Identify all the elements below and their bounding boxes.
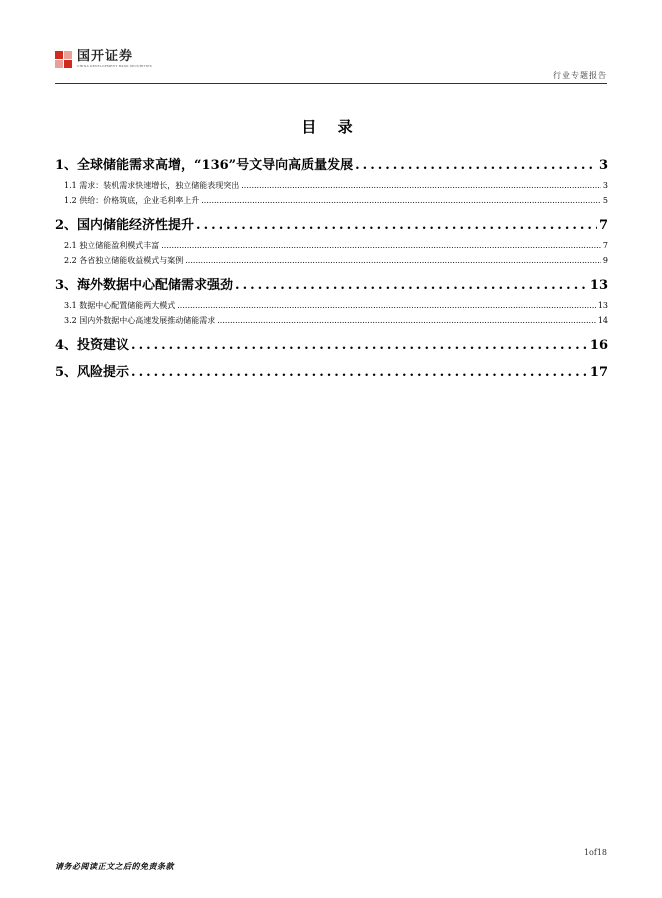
toc-leader <box>241 181 601 190</box>
toc-leader <box>131 365 588 380</box>
toc-page-number: 3 <box>598 158 608 173</box>
toc-page-number: 17 <box>589 365 608 380</box>
toc-leader <box>177 301 596 310</box>
toc-section-1[interactable] <box>55 154 608 173</box>
toc-page-number: 3 <box>602 181 608 190</box>
header-divider <box>55 83 607 84</box>
toc-title: 目 录 <box>301 118 361 136</box>
toc-subsection-1-2[interactable] <box>64 195 608 206</box>
toc-leader <box>185 256 601 265</box>
toc-subsection-label: 2.2 各省独立储能收益模式与案例 <box>64 256 184 265</box>
toc-subsection-label: 3.2 国内外数据中心高速发展推动储能需求 <box>64 316 216 325</box>
toc-leader <box>235 278 588 293</box>
toc-subsection-2-2[interactable] <box>64 255 608 266</box>
toc-page-number: 5 <box>602 196 608 205</box>
toc-subsection-3-2[interactable] <box>64 315 608 326</box>
toc-page-number: 13 <box>597 301 608 310</box>
toc-page-number: 7 <box>598 218 608 233</box>
toc-section-label: 4、投资建议 <box>55 338 130 353</box>
report-type: 行业专题报告 <box>553 71 607 80</box>
logo-name-cn: 国开证券 <box>77 49 134 64</box>
toc-section-5[interactable] <box>55 361 608 380</box>
toc-page-number: 13 <box>589 278 608 293</box>
toc-page-number: 16 <box>589 338 608 353</box>
toc-section-label: 5、风险提示 <box>55 365 130 380</box>
toc-leader <box>355 158 597 173</box>
toc-subsection-2-1[interactable] <box>64 240 608 251</box>
toc-leader <box>201 196 601 205</box>
page-indicator: 1of18 <box>583 848 607 857</box>
logo-mark-icon <box>55 51 72 68</box>
toc-section-label: 3、海外数据中心配储需求强劲 <box>55 278 234 293</box>
disclaimer-notice: 请务必阅读正文之后的免责条款 <box>55 861 174 871</box>
toc-leader <box>196 218 597 233</box>
toc-subsection-3-1[interactable] <box>64 300 608 311</box>
toc-subsection-label: 2.1 独立储能盈利模式丰富 <box>64 241 160 250</box>
toc-leader <box>161 241 601 250</box>
company-logo <box>55 48 152 70</box>
toc-section-label: 1、全球储能需求高增，“136”号文导向高质量发展 <box>55 158 354 173</box>
toc-page-number: 9 <box>602 256 608 265</box>
toc-page-number: 7 <box>602 241 608 250</box>
toc-page-number: 14 <box>597 316 608 325</box>
toc-leader <box>217 316 596 325</box>
toc-section-label: 2、国内储能经济性提升 <box>55 218 195 233</box>
toc-section-3[interactable] <box>55 274 608 293</box>
toc-subsection-label: 3.1 数据中心配置储能两大模式 <box>64 301 176 310</box>
logo-name-en: CHINA DEVELOPMENT BANK SECURITIES <box>77 64 152 68</box>
toc-subsection-label: 1.1 需求：装机需求快速增长，独立储能表现突出 <box>64 181 240 190</box>
toc-leader <box>131 338 588 353</box>
toc-section-4[interactable] <box>55 334 608 353</box>
toc-subsection-1-1[interactable] <box>64 180 608 191</box>
toc-subsection-label: 1.2 供给：价格筑底，企业毛利率上升 <box>64 196 200 205</box>
toc-section-2[interactable] <box>55 214 608 233</box>
table-of-contents <box>55 154 608 380</box>
